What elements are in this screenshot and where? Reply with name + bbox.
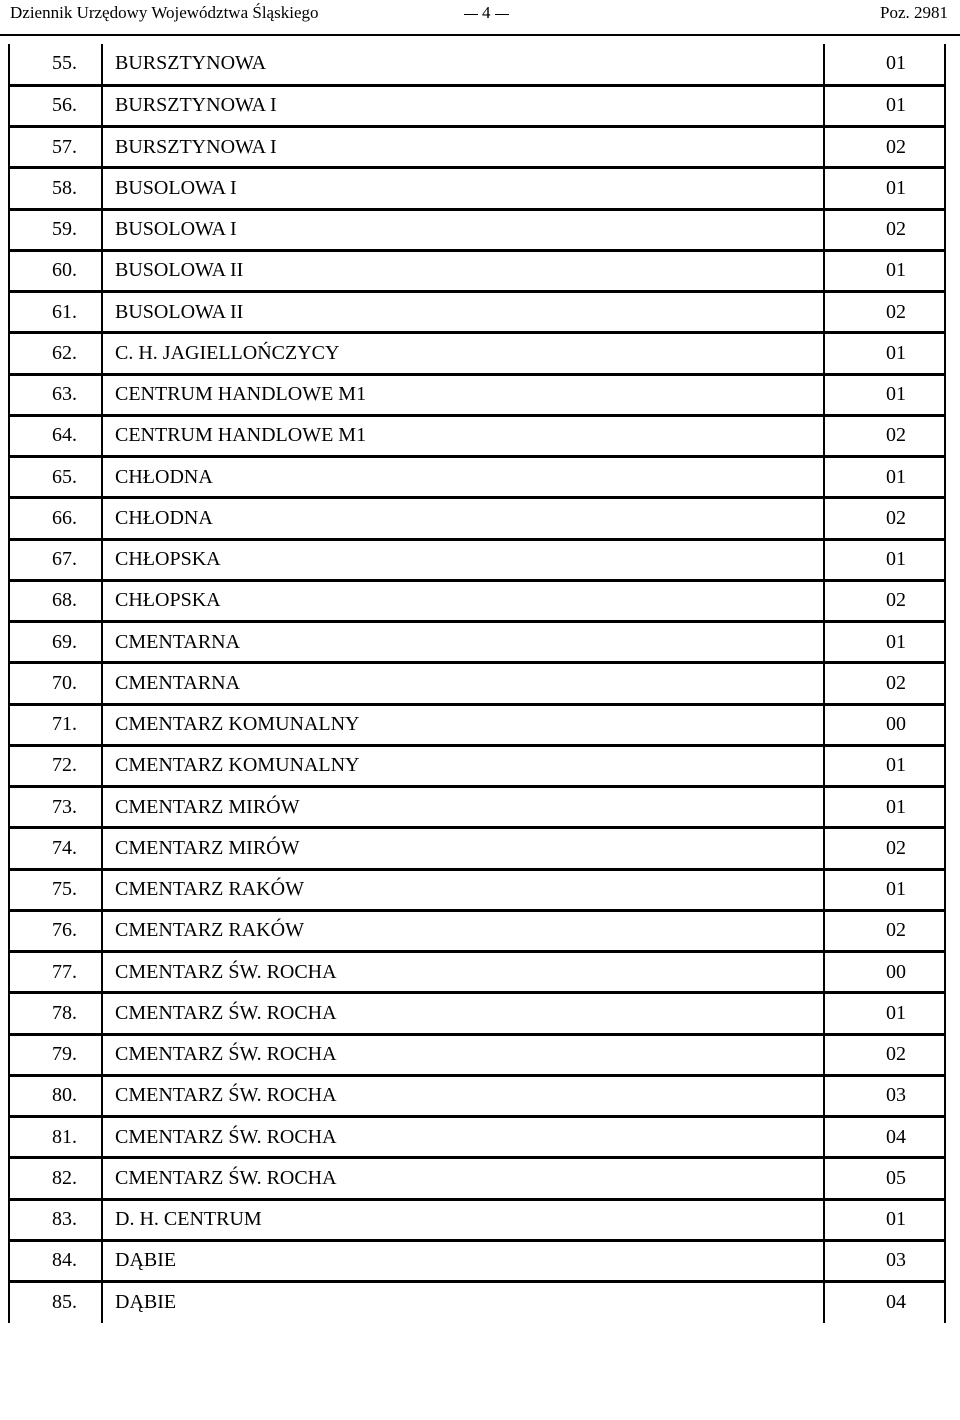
table-row (9, 704, 945, 745)
table-row (9, 1282, 945, 1323)
stop-code: 02 (824, 828, 945, 869)
stop-code: 01 (824, 787, 945, 828)
table-row (9, 498, 945, 539)
stop-code: 01 (824, 168, 945, 209)
stop-name: CMENTARZ MIRÓW (102, 787, 824, 828)
stop-code: 02 (824, 415, 945, 456)
row-number: 85. (9, 1282, 102, 1323)
table-row (9, 209, 945, 250)
table-row (9, 292, 945, 333)
stop-name: DĄBIE (102, 1282, 824, 1323)
stop-name: CMENTARZ RAKÓW (102, 910, 824, 951)
stop-name: CENTRUM HANDLOWE M1 (102, 415, 824, 456)
stop-code: 04 (824, 1282, 945, 1323)
table-row (9, 952, 945, 993)
stop-name: BURSZTYNOWA I (102, 85, 824, 126)
stop-code: 01 (824, 993, 945, 1034)
row-number: 71. (9, 704, 102, 745)
stop-name: C. H. JAGIELLOŃCZYCY (102, 333, 824, 374)
row-number: 83. (9, 1199, 102, 1240)
stop-name: CMENTARZ ŚW. ROCHA (102, 993, 824, 1034)
row-number: 70. (9, 663, 102, 704)
table-row (9, 1199, 945, 1240)
row-number: 80. (9, 1075, 102, 1116)
row-number: 75. (9, 869, 102, 910)
stop-code: 02 (824, 209, 945, 250)
journal-title: Dziennik Urzędowy Województwa Śląskiego (10, 3, 319, 22)
table-row (9, 1075, 945, 1116)
stop-name: BURSZTYNOWA I (102, 127, 824, 168)
stop-name: CHŁOPSKA (102, 580, 824, 621)
row-number: 68. (9, 580, 102, 621)
table-row (9, 127, 945, 168)
table-wrapper (0, 44, 960, 1323)
stop-name: CMENTARZ MIRÓW (102, 828, 824, 869)
stop-code: 04 (824, 1117, 945, 1158)
row-number: 66. (9, 498, 102, 539)
row-number: 57. (9, 127, 102, 168)
table-row (9, 374, 945, 415)
stop-name: CMENTARNA (102, 663, 824, 704)
dash-decoration (495, 14, 509, 15)
row-number: 72. (9, 745, 102, 786)
stop-name: BUSOLOWA II (102, 292, 824, 333)
stop-name: CMENTARZ KOMUNALNY (102, 745, 824, 786)
stop-code: 03 (824, 1240, 945, 1281)
table-row (9, 1117, 945, 1158)
stop-code: 02 (824, 127, 945, 168)
stop-name: CHŁODNA (102, 498, 824, 539)
stop-code: 01 (824, 44, 945, 85)
row-number: 60. (9, 250, 102, 291)
row-number: 78. (9, 993, 102, 1034)
row-number: 64. (9, 415, 102, 456)
stop-code: 03 (824, 1075, 945, 1116)
row-number: 76. (9, 910, 102, 951)
table-row (9, 333, 945, 374)
table-row (9, 828, 945, 869)
row-number: 73. (9, 787, 102, 828)
page-header (0, 0, 960, 36)
stop-name: BUSOLOWA I (102, 168, 824, 209)
row-number: 79. (9, 1034, 102, 1075)
stops-table (8, 44, 946, 1323)
stop-name: BUSOLOWA II (102, 250, 824, 291)
stop-code: 01 (824, 457, 945, 498)
row-number: 55. (9, 44, 102, 85)
table-row (9, 663, 945, 704)
stop-code: 01 (824, 745, 945, 786)
table-row (9, 250, 945, 291)
stop-code: 05 (824, 1158, 945, 1199)
stop-code: 01 (824, 333, 945, 374)
stop-name: CMENTARZ ŚW. ROCHA (102, 1075, 824, 1116)
stop-name: CHŁODNA (102, 457, 824, 498)
table-row (9, 745, 945, 786)
table-body (9, 44, 945, 1323)
row-number: 74. (9, 828, 102, 869)
row-number: 56. (9, 85, 102, 126)
table-row (9, 910, 945, 951)
stop-code: 01 (824, 869, 945, 910)
table-row (9, 457, 945, 498)
stop-code: 00 (824, 952, 945, 993)
stop-name: CMENTARZ ŚW. ROCHA (102, 1117, 824, 1158)
stop-name: CMENTARZ ŚW. ROCHA (102, 1034, 824, 1075)
table-row (9, 580, 945, 621)
table-row (9, 1034, 945, 1075)
table-row (9, 85, 945, 126)
stop-name: BURSZTYNOWA (102, 44, 824, 85)
stop-code: 02 (824, 1034, 945, 1075)
row-number: 61. (9, 292, 102, 333)
stop-code: 02 (824, 663, 945, 704)
stop-code: 02 (824, 910, 945, 951)
stop-code: 02 (824, 498, 945, 539)
row-number: 82. (9, 1158, 102, 1199)
row-number: 65. (9, 457, 102, 498)
dash-decoration (464, 14, 478, 15)
stop-code: 01 (824, 1199, 945, 1240)
table-row (9, 415, 945, 456)
stop-name: CMENTARZ ŚW. ROCHA (102, 1158, 824, 1199)
row-number: 81. (9, 1117, 102, 1158)
table-row (9, 787, 945, 828)
stop-code: 01 (824, 85, 945, 126)
position-label: Poz. 2981 (880, 3, 948, 22)
table-row (9, 1240, 945, 1281)
row-number: 59. (9, 209, 102, 250)
stop-code: 02 (824, 292, 945, 333)
stop-name: DĄBIE (102, 1240, 824, 1281)
page-number-value: 4 (482, 3, 491, 22)
row-number: 67. (9, 539, 102, 580)
row-number: 84. (9, 1240, 102, 1281)
row-number: 62. (9, 333, 102, 374)
stop-name: CENTRUM HANDLOWE M1 (102, 374, 824, 415)
table-row (9, 1158, 945, 1199)
row-number: 77. (9, 952, 102, 993)
table-row (9, 539, 945, 580)
table-row (9, 622, 945, 663)
stop-code: 01 (824, 539, 945, 580)
row-number: 58. (9, 168, 102, 209)
stop-name: D. H. CENTRUM (102, 1199, 824, 1240)
table-row (9, 869, 945, 910)
stop-name: CMENTARZ KOMUNALNY (102, 704, 824, 745)
table-row (9, 44, 945, 85)
stop-code: 01 (824, 374, 945, 415)
stop-name: CMENTARZ RAKÓW (102, 869, 824, 910)
stop-code: 02 (824, 580, 945, 621)
stop-name: CHŁOPSKA (102, 539, 824, 580)
stop-name: BUSOLOWA I (102, 209, 824, 250)
stop-code: 01 (824, 250, 945, 291)
table-row (9, 168, 945, 209)
stop-name: CMENTARZ ŚW. ROCHA (102, 952, 824, 993)
row-number: 63. (9, 374, 102, 415)
stop-code: 01 (824, 622, 945, 663)
stop-name: CMENTARNA (102, 622, 824, 663)
page-number (460, 3, 513, 23)
stop-code: 00 (824, 704, 945, 745)
table-row (9, 993, 945, 1034)
row-number: 69. (9, 622, 102, 663)
